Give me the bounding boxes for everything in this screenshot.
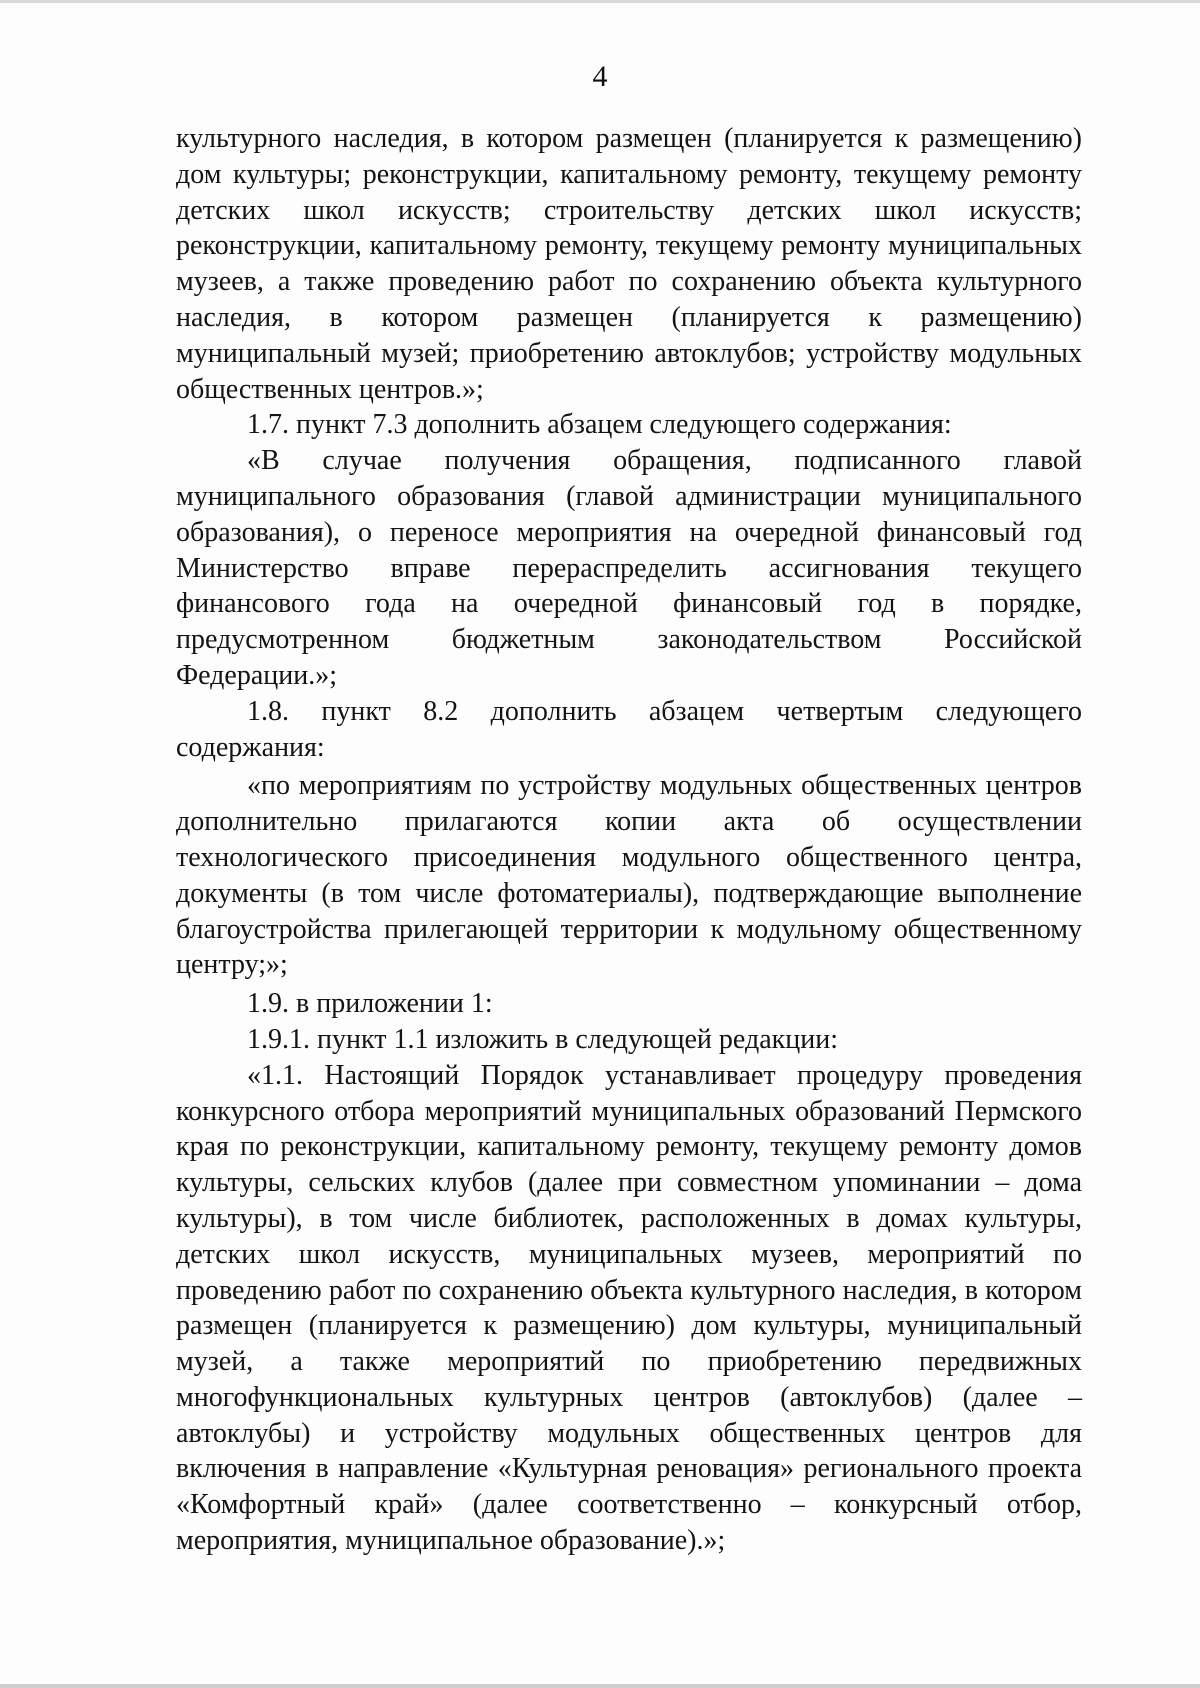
document-body	[176, 121, 1082, 1559]
paragraph-1-7-quote: «В случае получения обращения, подписанного главой муниципального образования (главой администрации муниципального образования), о переносе мероприятия на очередной финансовый год Министерство вправе перераспределить ассигнования текущего финансового года на очередной финансовый год в порядке, предусмотренном бюджетным законодательством Российской Федерации.»;	[176, 445, 1082, 691]
scan-edge-bottom	[0, 1684, 1200, 1688]
paragraph-1-8: 1.8. пункт 8.2 дополнить абзацем четвертым следующего содержания:	[176, 695, 1082, 763]
paragraph-1-8-quote: «по мероприятиям по устройству модульных общественных центров дополнительно прилагаются копии акта об осуществлении технологического присоединения модульного общественного центра, документы (в том числе фотоматериалы), подтверждающие выполнение благоустройства прилегающей территории к модульному общественному центру;»;	[176, 770, 1082, 981]
paragraph-continuation: культурного наследия, в котором размещен (планируется к размещению) дом культуры; реконструкции, капитальному ремонту, текущему ремонту детских школ искусств; строительству детских школ искусств; реконструкции, капитальному ремонту, текущему ремонту муниципальных музеев, а также проведению работ по сохранению объекта культурного наследия, в котором размещен (планируется к размещению) муниципальный музей; приобретению автоклубов; устройству модульных общественных центров.»;	[176, 123, 1082, 405]
paragraph-1-1-quote: «1.1. Настоящий Порядок устанавливает процедуру проведения конкурсного отбора мероприятий муниципальных образований Пермского края по реконструкции, капитальному ремонту, текущему ремонту домов культуры, сельских клубов (далее при совместном упоминании – дома культуры), в том числе библиотек, расположенных в домах культуры, детских школ искусств, муниципальных музеев, мероприятий по проведению работ по сохранению объекта культурного наследия, в котором размещен (планируется к размещению) дом культуры, муниципальный музей, а также мероприятий по приобретению передвижных многофункциональных культурных центров (автоклубов) (далее – автоклубы) и устройству модульных общественных центров для включения в направление «Культурная реновация» регионального проекта «Комфортный край» (далее соответственно – конкурсный отбор, мероприятия, муниципальное образование).»;	[176, 1059, 1082, 1557]
page-number: 4	[592, 60, 608, 93]
scan-edge-top	[0, 0, 1200, 3]
paragraph-1-9-1: 1.9.1. пункт 1.1 изложить в следующей редакции:	[247, 1023, 838, 1055]
paragraph-1-7: 1.7. пункт 7.3 дополнить абзацем следующего содержания:	[247, 409, 952, 441]
paragraph-1-9: 1.9. в приложении 1:	[247, 988, 493, 1020]
